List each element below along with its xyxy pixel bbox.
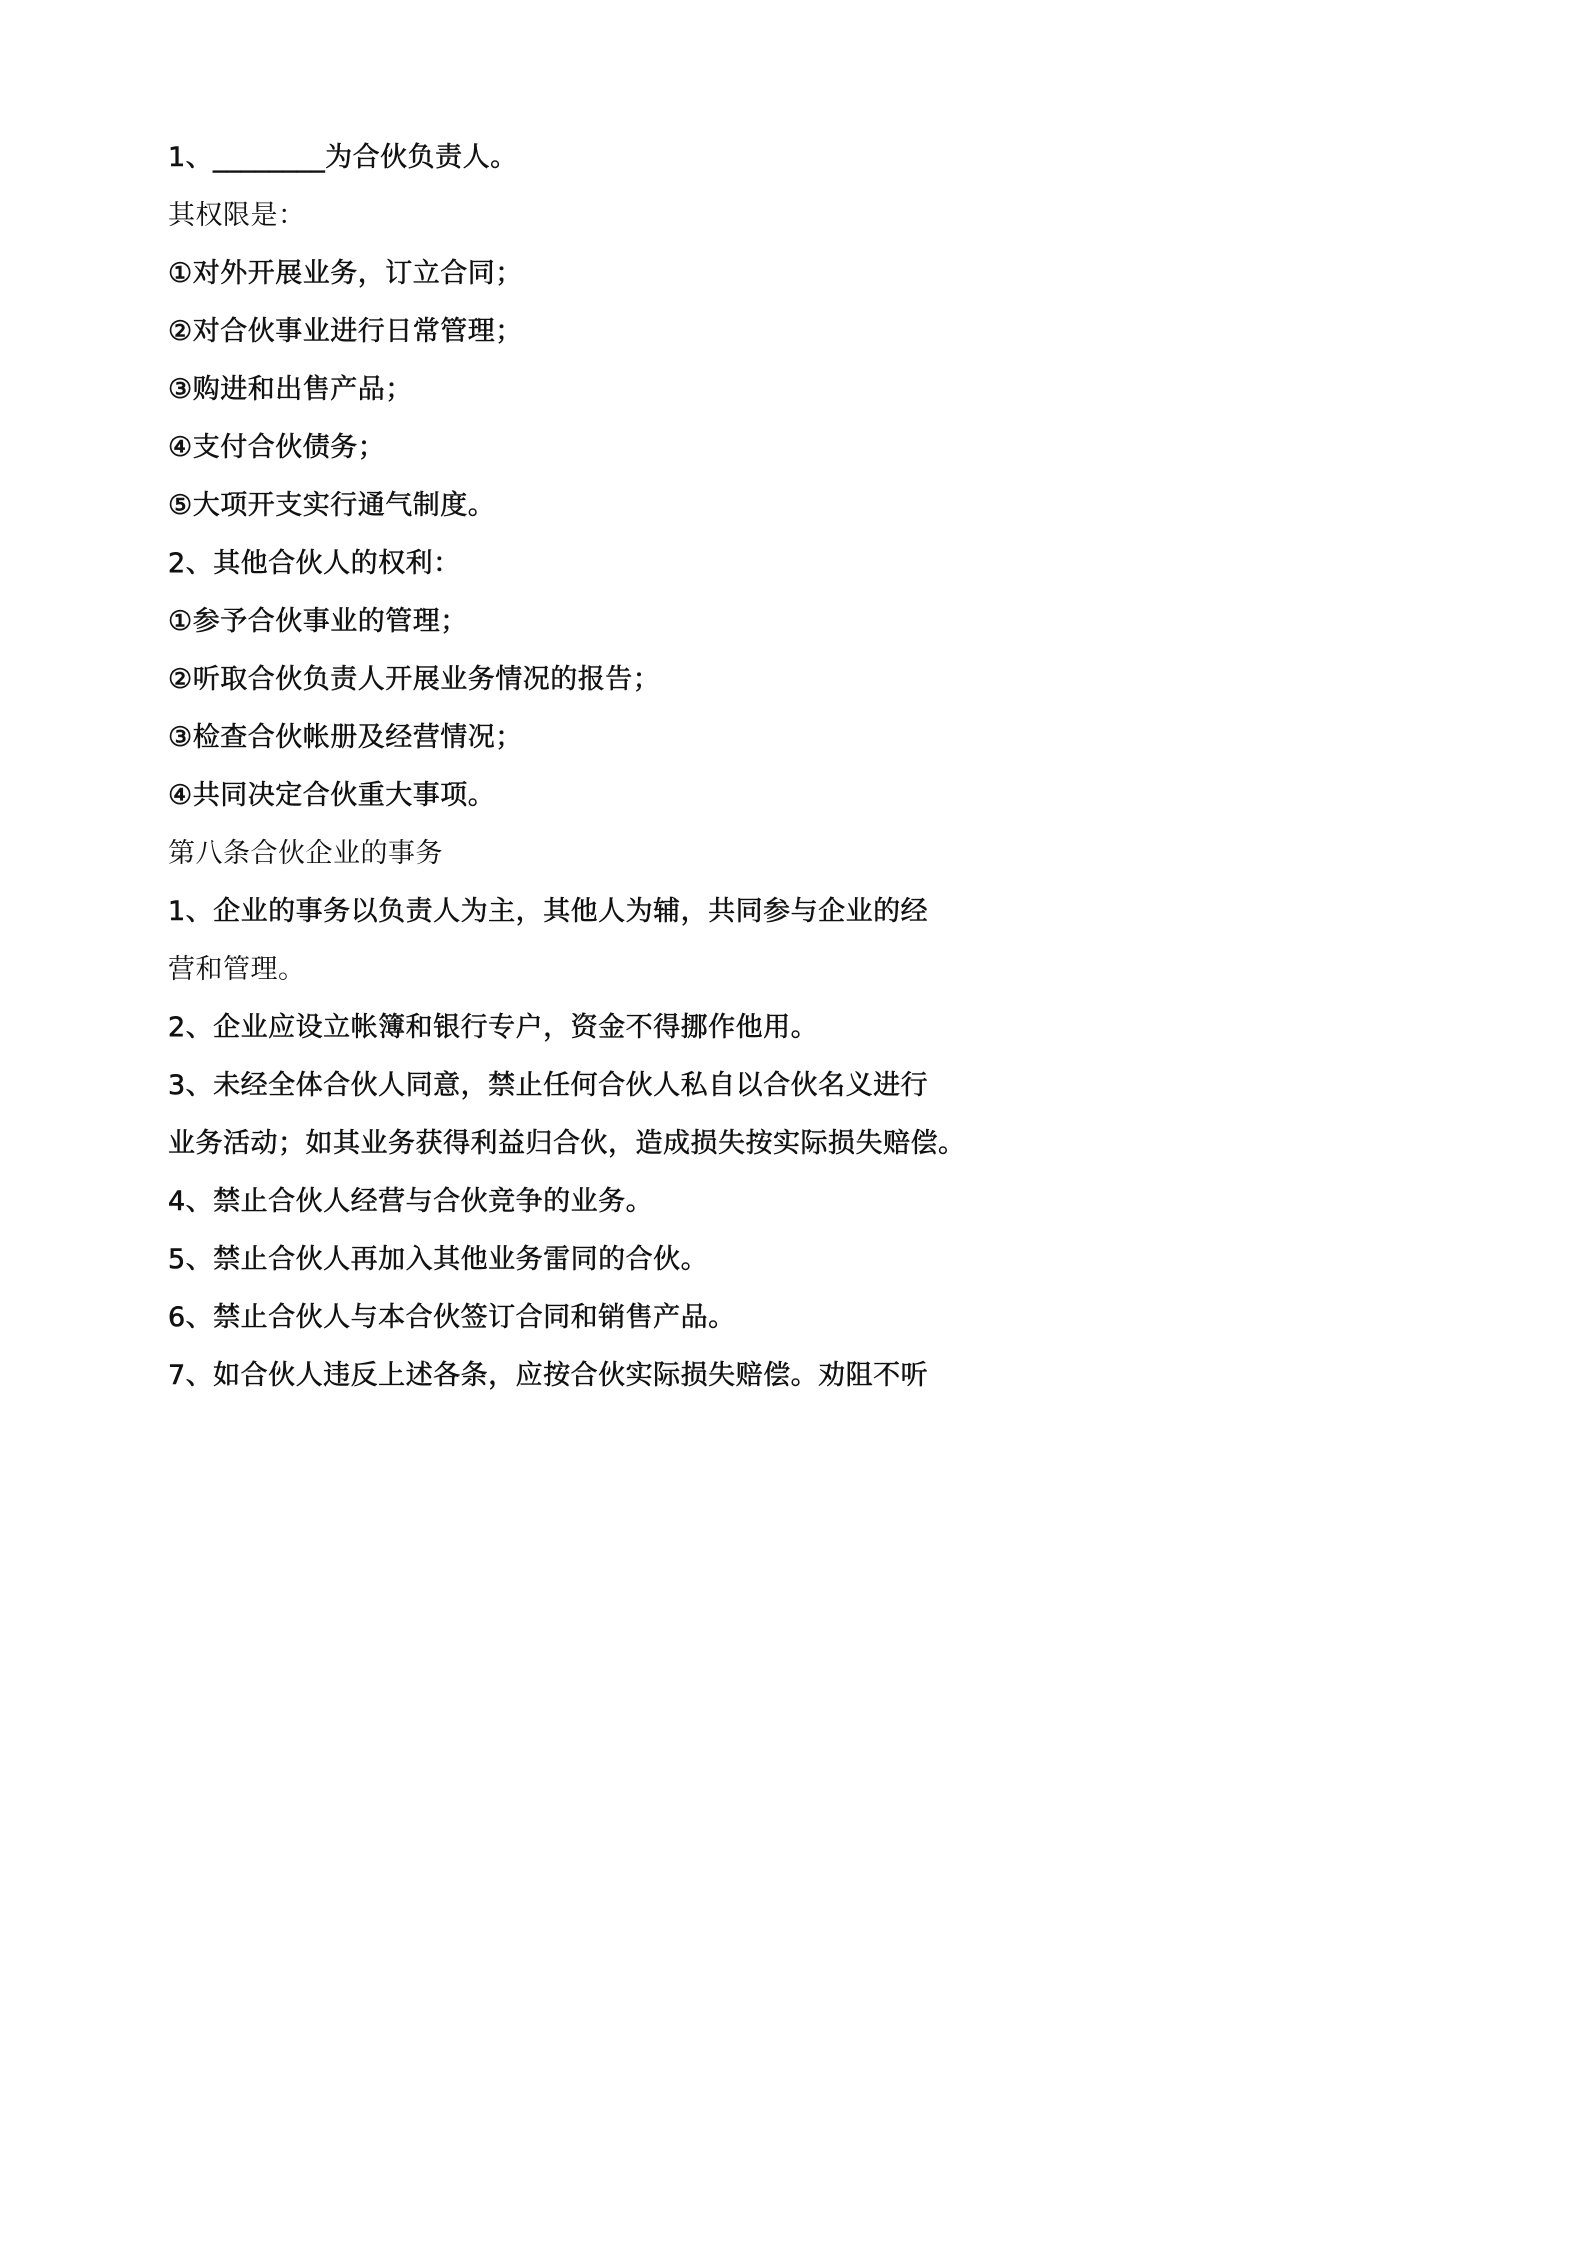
article-8-clause-7: 7、如合伙人违反上述各条，应按合伙实际损失赔偿。劝阻不听 bbox=[168, 1360, 929, 1391]
authority-item-1: ①对外开展业务，订立合同； bbox=[168, 258, 523, 289]
clause-2-partner-rights: 2、其他合伙人的权利： bbox=[168, 548, 461, 579]
article-8-clause-3-line-1: 3、未经全体合伙人同意，禁止任何合伙人私自以合伙名义进行 bbox=[168, 1070, 929, 1101]
clause-1-responsible-partner: 1、________为合伙负责人。 bbox=[168, 142, 518, 173]
rights-item-4: ④共同决定合伙重大事项。 bbox=[168, 780, 496, 811]
rights-item-3: ③检查合伙帐册及经营情况； bbox=[168, 722, 523, 753]
authority-item-3: ③购进和出售产品； bbox=[168, 374, 413, 405]
article-8-clause-2: 2、企业应设立帐簿和银行专户，资金不得挪作他用。 bbox=[168, 1012, 819, 1043]
article-8-clause-5: 5、禁止合伙人再加入其他业务雷同的合伙。 bbox=[168, 1244, 709, 1275]
authority-item-2: ②对合伙事业进行日常管理； bbox=[168, 316, 523, 347]
article-8-heading: 第八条合伙企业的事务 bbox=[168, 838, 443, 869]
rights-item-2: ②听取合伙负责人开展业务情况的报告； bbox=[168, 664, 661, 695]
rights-item-1: ①参予合伙事业的管理； bbox=[168, 606, 468, 637]
authority-heading: 其权限是： bbox=[168, 200, 306, 231]
article-8-clause-4: 4、禁止合伙人经营与合伙竞争的业务。 bbox=[168, 1186, 654, 1217]
article-8-clause-6: 6、禁止合伙人与本合伙签订合同和销售产品。 bbox=[168, 1302, 736, 1333]
authority-item-4: ④支付合伙债务； bbox=[168, 432, 386, 463]
article-8-clause-1-line-1: 1、企业的事务以负责人为主，其他人为辅，共同参与企业的经 bbox=[168, 896, 929, 927]
article-8-clause-1-line-2: 营和管理。 bbox=[168, 954, 306, 985]
article-8-clause-3-line-2: 业务活动；如其业务获得利益归合伙，造成损失按实际损失赔偿。 bbox=[168, 1128, 966, 1159]
authority-item-5: ⑤大项开支实行通气制度。 bbox=[168, 490, 496, 521]
